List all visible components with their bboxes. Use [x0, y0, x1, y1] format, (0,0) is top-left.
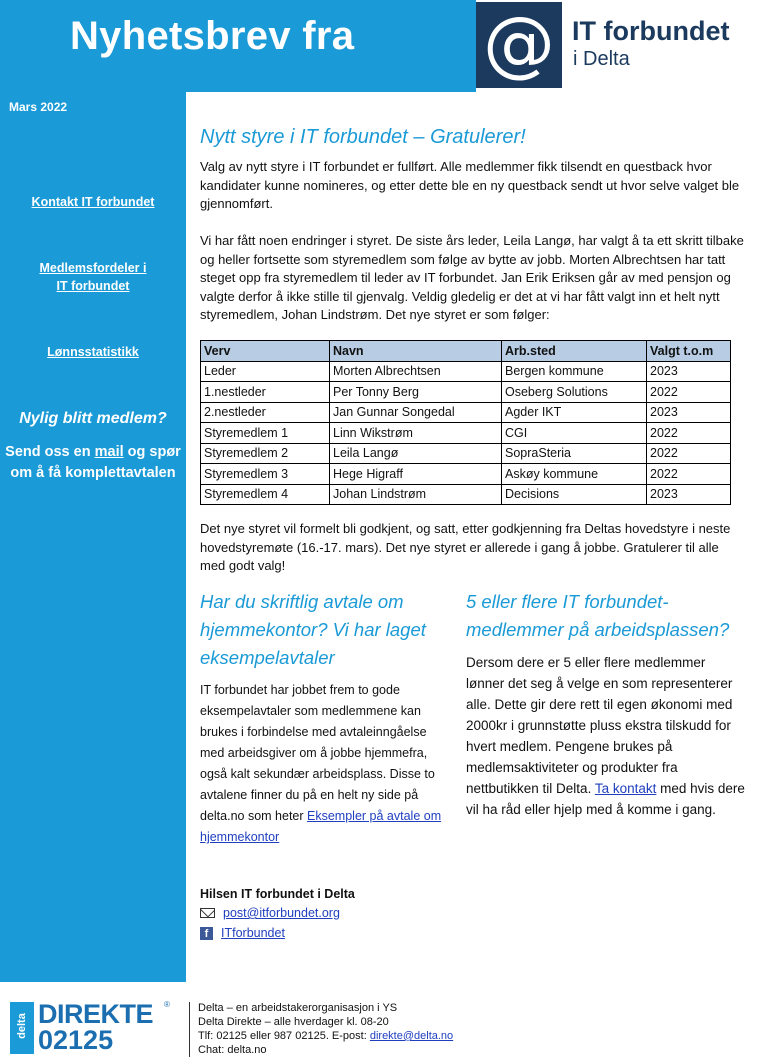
logo-number: 02125 [38, 1025, 114, 1055]
cell: 2022 [647, 423, 731, 444]
at-symbol: @ [483, 1, 555, 85]
homeoffice-title: Har du skriftlig avtale om hjemmekontor? Vi har laget eksempelavtaler [200, 591, 426, 668]
cell: Morten Albrechtsen [330, 361, 502, 382]
footer-line-2: Delta Direkte – alle hverdager kl. 08-20 [198, 1016, 389, 1028]
table-row [201, 484, 731, 505]
member-benefits-link[interactable]: Medlemsfordeler i [39, 261, 147, 275]
cell: 2.nestleder [201, 402, 330, 423]
contact-link[interactable]: Kontakt IT forbundet [31, 195, 155, 209]
cell: Linn Wikstrøm [330, 423, 502, 444]
table-header-row [201, 341, 731, 362]
email-row [200, 906, 340, 920]
column-header: Arb.sted [502, 341, 647, 362]
article-paragraph-2: Vi har fått noen endringer i styret. De siste års leder, Leila Langø, har valgt å ta ett skritt tilbake og heller fortsette som styremedlem som følge av bytte av jobb. Morten Albrechtsen har tatt steget opp fra styremedlem til leder av IT forbundet. Jan Erik Eriksen går av med pensjon og valgte derfor å ikke stille til gjenvalg. Veldig gledelig er det at vi har fått valgt inn et helt nytt styremedlem, Johan Lindstrøm. Det nye styret er som følger: [200, 233, 744, 322]
homeoffice-examples-link[interactable]: Eksempler på avtale om hjemmekontor [200, 809, 442, 844]
footer-info [198, 1001, 453, 1057]
member-benefits-link-line2[interactable]: IT forbundet [56, 279, 130, 293]
facebook-link[interactable]: ITforbundet [221, 926, 285, 940]
cell: Styremedlem 2 [201, 443, 330, 464]
table-row [201, 443, 731, 464]
delta-direkte-logo [10, 1000, 170, 1056]
logo-subtitle: i Delta [573, 48, 630, 70]
signoff: Hilsen IT forbundet i Delta [200, 887, 355, 901]
facebook-row [200, 926, 285, 940]
board-table [200, 340, 731, 505]
cell: Oseberg Solutions [502, 382, 647, 403]
promo-heading: Nylig blitt medlem? [19, 410, 167, 427]
cell: Leder [201, 361, 330, 382]
cell: 1.nestleder [201, 382, 330, 403]
salary-stats-link[interactable]: Lønnsstatistikk [47, 345, 139, 359]
table-row [201, 361, 731, 382]
footer-line-3: Tlf: 02125 eller 987 02125. E-post: direkte@delta.no [198, 1030, 454, 1042]
cell: Johan Lindstrøm [330, 484, 502, 505]
cell: Styremedlem 3 [201, 464, 330, 485]
direkte-email-link[interactable]: direkte@delta.no [369, 1030, 454, 1042]
cell: 2023 [647, 402, 731, 423]
cell: 2023 [647, 361, 731, 382]
cell: Decisions [502, 484, 647, 505]
newsletter-title: Nyhetsbrev fra [70, 14, 355, 58]
issue-date: Mars 2022 [9, 100, 68, 114]
logo-side-text: delta [16, 1013, 28, 1039]
promo-body: Send oss en mail og spør om å få komplettavtalen [5, 444, 181, 481]
cell: 2022 [647, 382, 731, 403]
email-link[interactable]: post@itforbundet.org [223, 906, 340, 920]
column-header: Valgt t.o.m [647, 341, 731, 362]
mail-link[interactable]: mail [94, 444, 124, 460]
homeoffice-body: IT forbundet har jobbet frem to gode eksempelavtaler som medlemmene kan brukes i forbindelse med avtaleinngåelse med arbeidsgiver om å jobbe hjemmefra, også kalt sekundær arbeidsplass. Disse to avtalene finner du på en helt ny side på delta.no som heter Eksempler på avtale om hjemmekontor [200, 683, 442, 844]
sidebar [0, 92, 186, 982]
logo-word: DIREKTE [38, 999, 154, 1029]
logo-name: IT forbundet [572, 16, 730, 46]
cell: Jan Gunnar Songedal [330, 402, 502, 423]
column-header: Verv [201, 341, 330, 362]
cell: Hege Higraff [330, 464, 502, 485]
cell: 2022 [647, 464, 731, 485]
table-row [201, 382, 731, 403]
article-paragraph-3: Det nye styret vil formelt bli godkjent, og satt, etter godkjenning fra Deltas hovedstyre i neste hovedstyremøte (16.-17. mars). Det nye styret er allerede i gang å jobbe. Gratulerer til alle med godt valg! [200, 521, 731, 573]
table-row [201, 402, 731, 423]
article-title: Nytt styre i IT forbundet – Gratulerer! [200, 126, 526, 148]
cell: 2022 [647, 443, 731, 464]
footer-divider [189, 1002, 190, 1057]
workplace-body: Dersom dere er 5 eller flere medlemmer lønner det seg å velge en som representerer alle. Dette gir dere rett til egen økonomi med 2000kr i grunnstøtte pluss ekstra tilskudd for hvert medlem. Pengene brukes på medlemsaktiviteter og produkter fra nettbutikken til Delta. Ta kontakt med hvis dere vil ha råd eller hjelp med å komme i gang. [466, 655, 745, 817]
cell: Styremedlem 4 [201, 484, 330, 505]
cell: SopraSteria [502, 443, 647, 464]
cell: Agder IKT [502, 402, 647, 423]
cell: CGI [502, 423, 647, 444]
cell: Per Tonny Berg [330, 382, 502, 403]
footer-line-1: Delta – en arbeidstakerorganisasjon i YS [198, 1002, 398, 1014]
contact-us-link[interactable]: Ta kontakt [594, 781, 657, 796]
workplace-title: 5 eller flere IT forbundet-medlemmer på arbeidsplassen? [466, 591, 730, 640]
cell: Styremedlem 1 [201, 423, 330, 444]
column-header: Navn [330, 341, 502, 362]
mail-icon [200, 908, 215, 918]
cell: 2023 [647, 484, 731, 505]
footer-line-4: Chat: delta.no [198, 1044, 267, 1056]
article-paragraph-1: Valg av nytt styre i IT forbundet er fullført. Alle medlemmer fikk tilsendt en questback hvor kandidater kunne nomineres, og etter dette ble en ny questback sendt ut hvor selve valget ble gjennomført. [200, 159, 740, 211]
table-row [201, 464, 731, 485]
cell: Askøy kommune [502, 464, 647, 485]
registered-mark: ® [164, 1000, 170, 1009]
facebook-icon: f [200, 927, 213, 940]
table-row [201, 423, 731, 444]
cell: Bergen kommune [502, 361, 647, 382]
cell: Leila Langø [330, 443, 502, 464]
